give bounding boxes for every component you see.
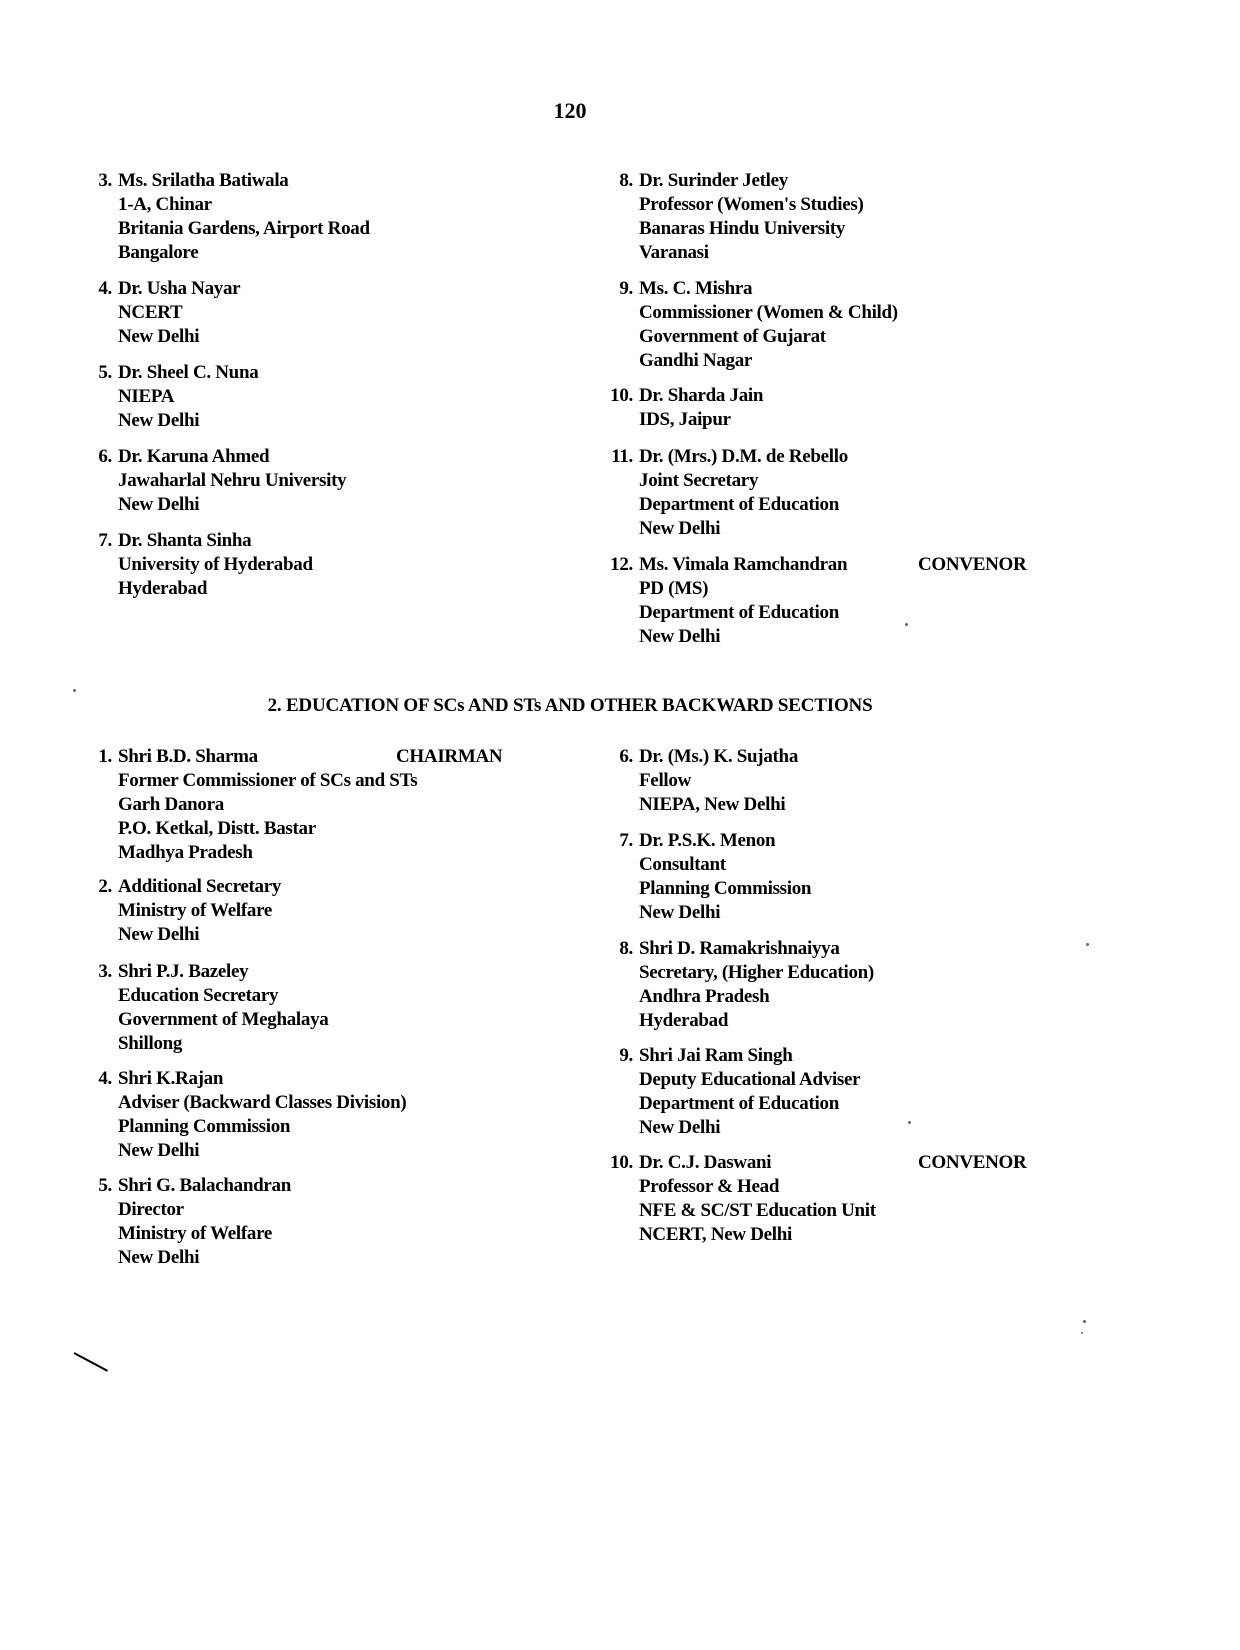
entry-line: NIEPA: [118, 386, 175, 407]
entry-line: NCERT: [118, 302, 183, 323]
scan-speck: [908, 1121, 911, 1124]
entry-line: 1-A, Chinar: [118, 194, 212, 215]
entry-line: Shillong: [118, 1033, 183, 1054]
entry-line: NCERT, New Delhi: [639, 1224, 793, 1245]
entry-number: 11.: [611, 446, 633, 467]
entry-line: Jawaharlal Nehru University: [118, 470, 347, 491]
entry-line: Varanasi: [639, 242, 709, 263]
scan-speck: [1083, 1320, 1086, 1323]
entry-line: Education Secretary: [118, 985, 279, 1006]
entry-line: Shri K.Rajan: [118, 1068, 224, 1089]
entry-number: 12.: [610, 554, 633, 575]
entry-line: Joint Secretary: [639, 470, 759, 491]
entry-line: Adviser (Backward Classes Division): [118, 1092, 407, 1113]
entry-number: 8.: [619, 170, 633, 191]
entry-line: Hyderabad: [118, 578, 208, 599]
entry-line: Bangalore: [118, 242, 199, 263]
entry-line: PD (MS): [639, 578, 709, 599]
entry-line: Shri B.D. Sharma: [118, 746, 258, 767]
section-heading: 2. EDUCATION OF SCs AND STs AND OTHER BACKWARD SECTIONS: [267, 695, 873, 716]
entry-line: Dr. Usha Nayar: [118, 278, 241, 299]
scan-speck: [73, 689, 76, 692]
entry-line: New Delhi: [118, 494, 200, 515]
entry-line: Commissioner (Women & Child): [639, 302, 898, 323]
entry-line: Professor & Head: [639, 1176, 780, 1197]
entry-number: 6.: [619, 746, 633, 767]
entry-line: New Delhi: [118, 924, 200, 945]
scan-mark-stroke: [74, 1352, 108, 1372]
entry-number: 5.: [98, 362, 112, 383]
entry-line: Additional Secretary: [118, 876, 282, 897]
entry-line: Deputy Educational Adviser: [639, 1069, 861, 1090]
entry-line: Gandhi Nagar: [639, 350, 753, 371]
entry-line: P.O. Ketkal, Distt. Bastar: [118, 818, 316, 839]
scan-speck: [1086, 943, 1089, 946]
entry-line: New Delhi: [118, 1247, 200, 1268]
entry-line: Government of Gujarat: [639, 326, 826, 347]
entry-line: Director: [118, 1199, 184, 1220]
entry-line: Garh Danora: [118, 794, 224, 815]
entry-number: 7.: [98, 530, 112, 551]
entry-line: Planning Commission: [118, 1116, 291, 1137]
entry-line: Banaras Hindu University: [639, 218, 846, 239]
chairman-label: CHAIRMAN: [396, 746, 503, 767]
entry-line: New Delhi: [639, 626, 721, 647]
entry-number: 3.: [98, 961, 112, 982]
entry-line: Dr. Sharda Jain: [639, 385, 764, 406]
entry-line: Hyderabad: [639, 1010, 729, 1031]
scan-speck: [1081, 1332, 1083, 1334]
entry-line: Shri Jai Ram Singh: [639, 1045, 793, 1066]
entry-number: 5.: [98, 1175, 112, 1196]
entry-line: Shri D. Ramakrishnaiyya: [639, 938, 840, 959]
entry-line: Shri P.J. Bazeley: [118, 961, 249, 982]
entry-line: Ministry of Welfare: [118, 1223, 273, 1244]
entry-line: Secretary, (Higher Education): [639, 962, 874, 983]
entry-number: 10.: [610, 385, 633, 406]
scan-speck: [905, 623, 908, 626]
entry-line: Ms. Vimala Ramchandran: [639, 554, 848, 575]
entry-line: Ms. C. Mishra: [639, 278, 753, 299]
entry-line: Department of Education: [639, 494, 839, 515]
convenor-label: CONVENOR: [918, 1152, 1027, 1173]
entry-line: Planning Commission: [639, 878, 812, 899]
entry-number: 1.: [98, 746, 112, 767]
entry-number: 6.: [98, 446, 112, 467]
entry-line: Dr. Sheel C. Nuna: [118, 362, 259, 383]
entry-line: Dr. (Ms.) K. Sujatha: [639, 746, 799, 767]
entry-line: Dr. Shanta Sinha: [118, 530, 252, 551]
entry-number: 2.: [98, 876, 112, 897]
entry-number: 8.: [619, 938, 633, 959]
entry-number: 10.: [610, 1152, 633, 1173]
convenor-label: CONVENOR: [918, 554, 1027, 575]
entry-number: 7.: [619, 830, 633, 851]
entry-line: University of Hyderabad: [118, 554, 313, 575]
entry-line: IDS, Jaipur: [639, 409, 731, 430]
entry-line: Britania Gardens, Airport Road: [118, 218, 370, 239]
entry-line: Ms. Srilatha Batiwala: [118, 170, 289, 191]
entry-number: 9.: [619, 1045, 633, 1066]
entry-number: 9.: [619, 278, 633, 299]
entry-number: 4.: [98, 1068, 112, 1089]
entry-line: NIEPA, New Delhi: [639, 794, 786, 815]
entry-number: 4.: [98, 278, 112, 299]
entry-line: Fellow: [639, 770, 692, 791]
entry-line: New Delhi: [639, 902, 721, 923]
entry-line: Ministry of Welfare: [118, 900, 273, 921]
entry-line: Dr. Surinder Jetley: [639, 170, 788, 191]
entry-line: Government of Meghalaya: [118, 1009, 329, 1030]
entry-line: Andhra Pradesh: [639, 986, 770, 1007]
entry-line: New Delhi: [118, 410, 200, 431]
entry-line: Department of Education: [639, 1093, 839, 1114]
entry-line: Consultant: [639, 854, 726, 875]
entry-line: Dr. C.J. Daswani: [639, 1152, 772, 1173]
entry-line: Shri G. Balachandran: [118, 1175, 291, 1196]
entry-line: Department of Education: [639, 602, 839, 623]
page-number: 120: [553, 98, 587, 123]
entry-line: Former Commissioner of SCs and STs: [118, 770, 418, 791]
entry-line: Dr. P.S.K. Menon: [639, 830, 776, 851]
entry-line: Dr. (Mrs.) D.M. de Rebello: [639, 446, 848, 467]
entry-line: NFE & SC/ST Education Unit: [639, 1200, 876, 1221]
entry-line: New Delhi: [639, 518, 721, 539]
entry-line: Dr. Karuna Ahmed: [118, 446, 270, 467]
entry-line: Professor (Women's Studies): [639, 194, 864, 215]
entry-line: Madhya Pradesh: [118, 842, 253, 863]
entry-line: New Delhi: [639, 1117, 721, 1138]
entry-line: New Delhi: [118, 1140, 200, 1161]
entry-number: 3.: [98, 170, 112, 191]
entry-line: New Delhi: [118, 326, 200, 347]
